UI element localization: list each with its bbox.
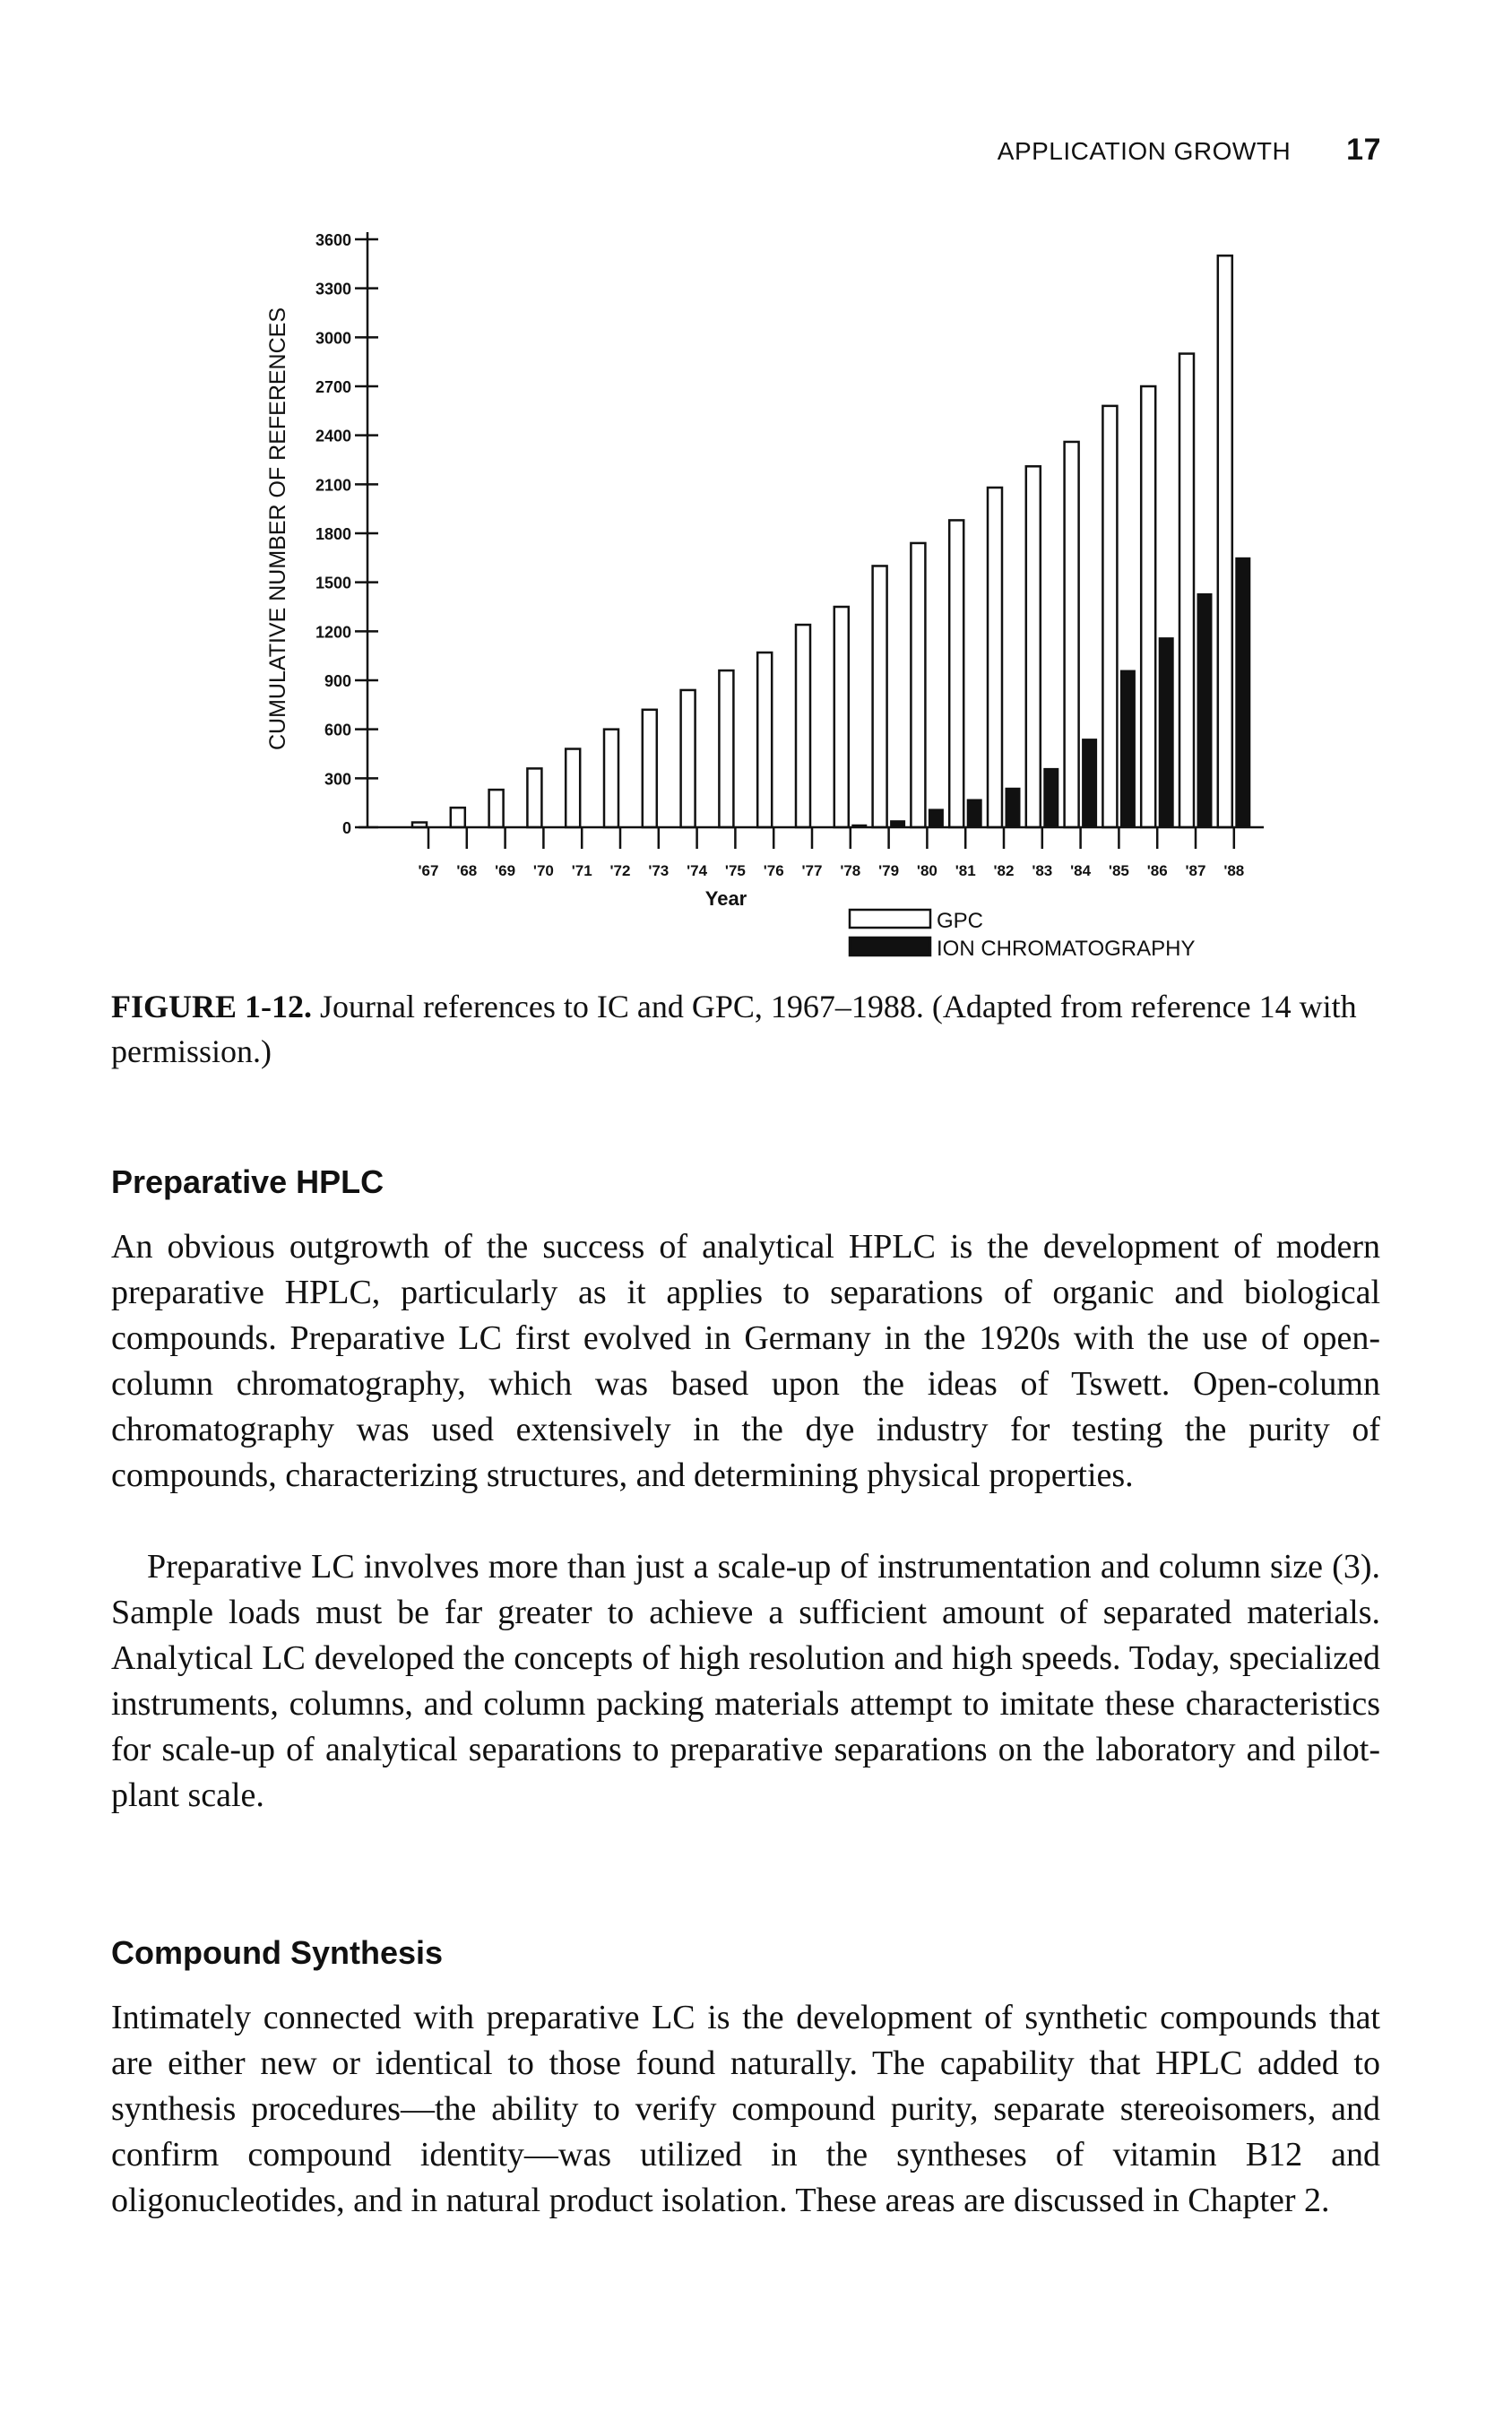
figure-label: FIGURE 1-12. xyxy=(111,989,312,1024)
y-tick-label: 0 xyxy=(341,819,351,837)
y-tick-label: 2700 xyxy=(315,378,351,396)
bar-ion-chromatography xyxy=(1197,593,1212,827)
reference-growth-chart xyxy=(242,215,1264,977)
section-heading-preparative-hplc: Preparative HPLC xyxy=(111,1163,384,1200)
legend-swatch-gpc xyxy=(850,910,930,928)
bar-ion-chromatography xyxy=(1236,557,1250,827)
bar-gpc xyxy=(1065,442,1079,827)
x-tick-label: '74 xyxy=(687,862,708,879)
bar-ion-chromatography xyxy=(1006,788,1020,827)
bar-gpc xyxy=(681,690,696,827)
bar-ion-chromatography xyxy=(1044,768,1058,827)
section-heading-compound-synthesis: Compound Synthesis xyxy=(111,1934,444,1971)
figure-caption-text: Journal references to IC and GPC, 1967–1988. (Adapted from reference 14 with permission.) xyxy=(111,989,1357,1069)
chart-legend xyxy=(850,909,1195,961)
y-tick-label: 2400 xyxy=(315,427,351,445)
bar-gpc xyxy=(834,607,849,827)
legend-swatch-ion xyxy=(850,938,930,955)
y-tick-label: 2100 xyxy=(315,476,351,495)
x-tick-label: '86 xyxy=(1146,862,1168,879)
x-tick-label: '88 xyxy=(1223,862,1245,879)
bar-ion-chromatography xyxy=(967,799,981,827)
y-tick-label: 1500 xyxy=(315,574,351,592)
x-tick-label: '87 xyxy=(1185,862,1206,879)
bar-gpc xyxy=(757,653,772,827)
bar-gpc xyxy=(1026,466,1041,827)
x-tick-label: '81 xyxy=(955,862,976,879)
bar-gpc xyxy=(988,488,1002,827)
y-tick-label: 1200 xyxy=(315,623,351,642)
y-tick-label: 900 xyxy=(324,672,351,690)
x-tick-label: '80 xyxy=(916,862,937,879)
x-tick-label: '76 xyxy=(763,862,784,879)
x-tick-label: '67 xyxy=(418,862,439,879)
y-tick-label: 3000 xyxy=(315,329,351,348)
bar-gpc xyxy=(1102,406,1117,827)
figure-caption xyxy=(111,984,1402,1074)
bar-ion-chromatography xyxy=(929,809,943,827)
paragraph-compound-synthesis: Intimately connected with preparative LC is the development of synthetic compounds that are either new or identical to those found naturally. The capability that HPLC added to synthesis procedures—the ability to verify compound purity, separate stereoisomers, and confirm compound identity—was utilized in the syntheses of vitamin B12 and oligonucleotides, and in natural product isolation. These areas are discussed in Chapter 2. xyxy=(111,1999,1380,2219)
y-tick-label: 600 xyxy=(324,721,351,739)
bar-gpc xyxy=(796,625,810,827)
x-tick-label: '78 xyxy=(840,862,861,879)
x-tick-label: '85 xyxy=(1108,862,1129,879)
y-tick-label: 300 xyxy=(324,770,351,789)
legend-label-gpc: GPC xyxy=(937,909,984,933)
x-tick-label: '70 xyxy=(532,862,554,879)
y-tick-label: 3600 xyxy=(315,231,351,249)
bar-gpc xyxy=(1141,386,1155,827)
bar-gpc xyxy=(873,566,887,827)
y-tick-label: 3300 xyxy=(315,280,351,298)
paragraph-preparative-1: An obvious outgrowth of the success of analytical HPLC is the development of modern preparative HPLC, particularly as it applies to separations of organic and biological compounds. Preparative LC first evolved in Germany in the 1920s with the use of open-column chromatography, which was based upon the ideas of Tswett. Open-column chromatography was used extensively in the dye industry for testing the purity of compounds, characterizing structures, and determining physical properties. xyxy=(111,1228,1380,1494)
x-tick-label: '69 xyxy=(495,862,516,879)
bar-gpc xyxy=(911,543,925,827)
bar-gpc xyxy=(949,520,963,827)
x-tick-label: '68 xyxy=(456,862,478,879)
bar-ion-chromatography xyxy=(1083,739,1097,827)
x-tick-label: '75 xyxy=(724,862,746,879)
bar-ion-chromatography xyxy=(1120,670,1135,827)
bar-ion-chromatography xyxy=(1159,638,1173,827)
x-tick-label: '79 xyxy=(878,862,900,879)
x-tick-label: '72 xyxy=(609,862,631,879)
x-tick-label: '71 xyxy=(571,862,592,879)
bar-gpc xyxy=(643,710,657,827)
page-number: 17 xyxy=(1346,133,1381,167)
bar-gpc xyxy=(489,790,504,827)
bar-gpc xyxy=(719,670,733,827)
bar-gpc xyxy=(527,768,541,827)
x-tick-label: '83 xyxy=(1032,862,1053,879)
legend-label-ion: ION CHROMATOGRAPHY xyxy=(937,937,1196,961)
x-tick-label: '77 xyxy=(801,862,823,879)
bar-gpc xyxy=(1179,354,1194,827)
x-tick-label: '84 xyxy=(1070,862,1092,879)
paragraph-preparative-2: Preparative LC involves more than just a scale-up of instrumentation and column size (3). Sample loads must be far greater to achieve a sufficient amount of separated materials. Analytical LC developed the concepts of high resolution and high speeds. Today, specialized instruments, columns, and column packing materials attempt to imitate these characteristics for scale-up of analytical separations to preparative separations on the laboratory and pilot-plant scale. xyxy=(111,1548,1380,1814)
bar-gpc xyxy=(604,730,618,827)
y-axis-label: CUMULATIVE NUMBER OF REFERENCES xyxy=(265,307,290,751)
bar-gpc xyxy=(566,749,580,827)
running-head xyxy=(998,133,1381,168)
bar-gpc xyxy=(451,808,465,827)
bar-gpc xyxy=(1218,255,1232,827)
y-tick-label: 1800 xyxy=(315,525,351,543)
x-tick-label: '82 xyxy=(993,862,1015,879)
x-axis-label: Year xyxy=(704,887,747,910)
x-tick-label: '73 xyxy=(648,862,670,879)
running-head-title: APPLICATION GROWTH xyxy=(997,137,1292,165)
